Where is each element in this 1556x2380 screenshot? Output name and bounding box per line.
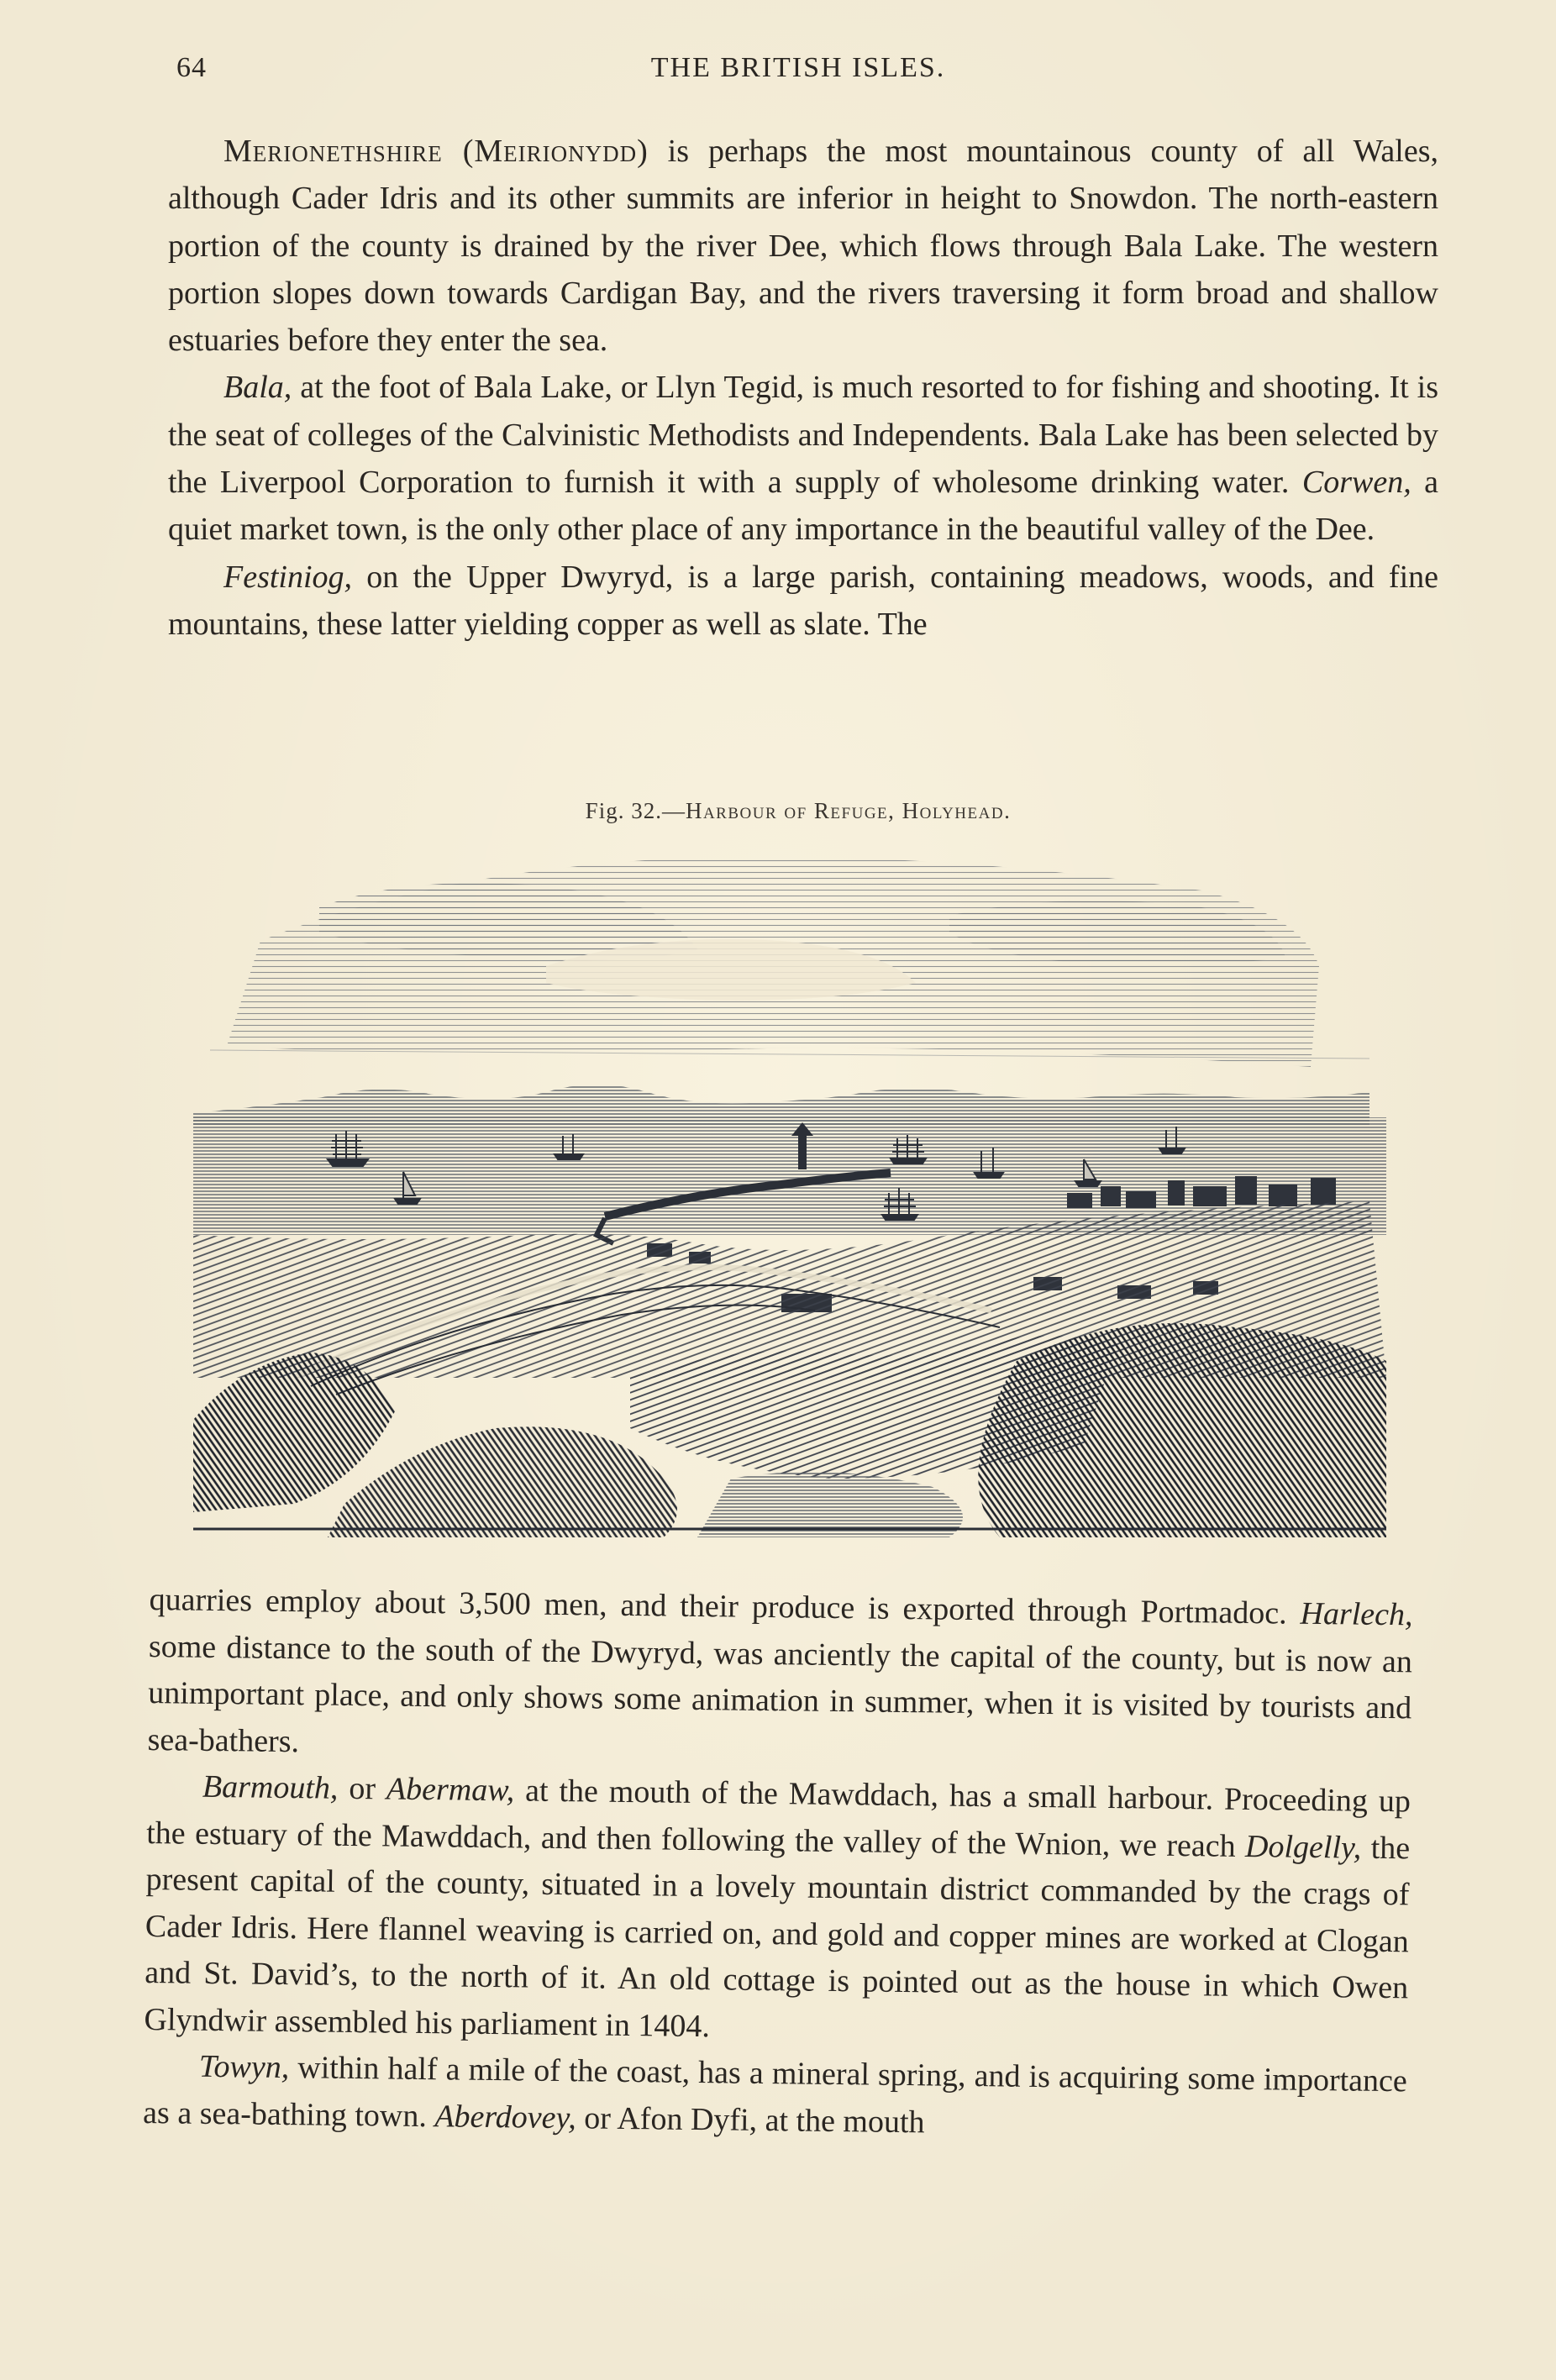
place-name-barmouth: Barmouth, bbox=[202, 1768, 339, 1806]
place-name-towyn: Towyn, bbox=[198, 2048, 290, 2086]
paragraph-text: or Afon Dyfi, at the mouth bbox=[576, 2099, 925, 2140]
place-name-dolgelly: Dolgelly, bbox=[1244, 1828, 1362, 1866]
engraving-holyhead-harbour bbox=[193, 840, 1386, 1537]
place-name-aberdovey: Aberdovey, bbox=[434, 2098, 577, 2136]
paragraph-text: at the mouth of the Mawddach, has a small harbour. Proceeding up the estuary of the Mawddach, and then following the valley of the Wnion, we reach bbox=[146, 1773, 1411, 1864]
running-head bbox=[168, 52, 1428, 94]
running-title: THE BRITISH ISLES. bbox=[650, 52, 946, 83]
text-block-top bbox=[168, 128, 1438, 648]
place-name-bala: Bala, bbox=[223, 370, 292, 406]
figure-number: Fig. 32.— bbox=[585, 798, 686, 823]
paragraph-bala bbox=[168, 364, 1438, 553]
paragraph-festiniog-continued bbox=[147, 1577, 1413, 1778]
page-number: 64 bbox=[176, 52, 207, 83]
paragraph-festiniog bbox=[168, 554, 1438, 649]
place-name-abermaw: Abermaw, bbox=[386, 1771, 515, 1809]
paragraph-text: a quiet market town, is the only other place of any importance in the beautiful valley of the Dee. bbox=[168, 465, 1438, 548]
paragraph-merionethshire bbox=[168, 128, 1438, 364]
paragraph-text: quarries employ about 3,500 men, and their produce is exported through Portmadoc. bbox=[149, 1581, 1301, 1631]
place-name-harlech: Harlech, bbox=[1300, 1595, 1413, 1633]
text-block-bottom bbox=[143, 1577, 1413, 2151]
paragraph-text: at the foot of Bala Lake, or Llyn Tegid, is much resorted to for fishing and shooting. It is the seat of colleges of the Calvinistic Methodists and Independents. Bala Lake has been selected by the Liverpool Corporation to furnish it with a supply of wholesome drinking water. bbox=[168, 370, 1438, 501]
place-name-festiniog: Festiniog, bbox=[223, 559, 353, 595]
place-name-corwen: Corwen, bbox=[1301, 465, 1411, 501]
paragraph-text: is perhaps the most mountainous county of all Wales, although Cader Idris and its other summits are inferior in height to Snowdon. The north-eastern portion of the county is drained by the river Dee, which flows through Bala Lake. The western portion slopes down towards Cardigan Bay, and the rivers traversing it form broad and shallow estuaries before they enter the sea. bbox=[168, 134, 1438, 359]
paragraph-text: within half a mile of the coast, has a mineral spring, and is acquiring some importance as a sea-bathing town. bbox=[142, 2050, 1408, 2134]
paragraph-towyn bbox=[143, 2043, 1407, 2151]
figure-title: Harbour of Refuge, Holyhead. bbox=[685, 798, 1012, 823]
paragraph-text: some distance to the south of the Dwyryd, was anciently the capital of the county, but is now an unimportant place, and only shows some animation in summer, when it is visited by tourists and sea-bathers. bbox=[147, 1628, 1413, 1759]
figure-caption bbox=[168, 798, 1428, 824]
paragraph-text: or bbox=[338, 1770, 387, 1807]
county-heading: Merionethshire (Meirionydd) bbox=[223, 134, 649, 169]
paragraph-text: the present capital of the county, situated in a lovely mountain district commanded by the crags of Cader Idris. Here flannel weaving is carried on, and gold and copper mines are worked at Clogan and St. David’s, to the north of it. An old cottage is pointed out as the house in which Owen Glyndwir assembled his parliament in 1404. bbox=[144, 1830, 1411, 2044]
paragraph-barmouth bbox=[144, 1763, 1411, 2058]
sky bbox=[210, 857, 1369, 1068]
paragraph-text: on the Upper Dwyryd, is a large parish, containing meadows, woods, and fine mountains, these latter yielding copper as well as slate. The bbox=[168, 559, 1438, 642]
